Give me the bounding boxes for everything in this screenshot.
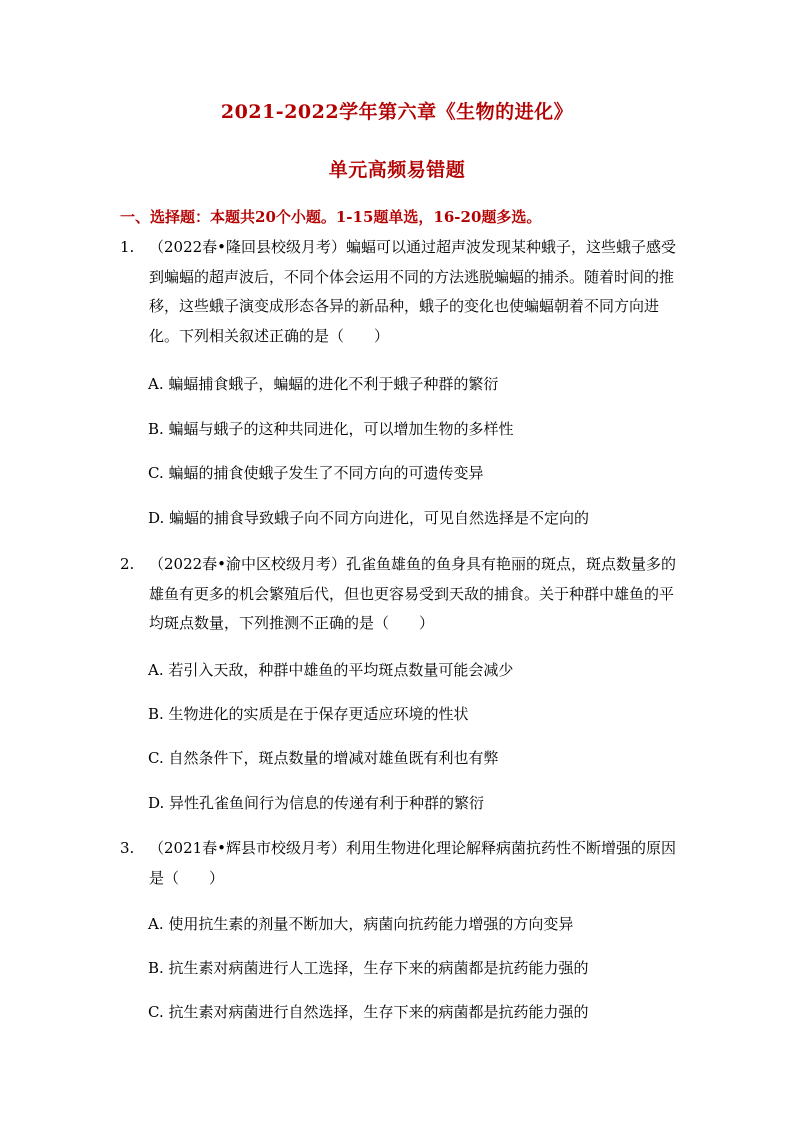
question-number: 3. — [120, 839, 135, 857]
option-a: A. 使用抗生素的剂量不断加大，病菌向抗药能力增强的方向变异 — [148, 915, 574, 933]
section-heading: 一、选择题：本题共20个小题。1-15题单选，16-20题多选。 — [120, 208, 542, 226]
option-c: C. 抗生素对病菌进行自然选择，生存下来的病菌都是抗药能力强的 — [148, 1003, 589, 1021]
question-1 — [120, 233, 680, 351]
question-3 — [120, 834, 680, 893]
option-d: D. 异性孔雀鱼间行为信息的传递有利于种群的繁衍 — [148, 794, 485, 812]
option-a: A. 蝙蝠捕食蛾子，蝙蝠的进化不利于蛾子种群的繁衍 — [148, 375, 499, 393]
question-number: 1. — [120, 238, 135, 256]
option-c: C. 蝙蝠的捕食使蛾子发生了不同方向的可遗传变异 — [148, 464, 484, 482]
option-b: B. 生物进化的实质是在于保存更适应环境的性状 — [148, 705, 469, 723]
option-b: B. 抗生素对病菌进行人工选择，生存下来的病菌都是抗药能力强的 — [148, 959, 589, 977]
question-stem: （2022春•渝中区校级月考）孔雀鱼雄鱼的鱼身具有艳丽的斑点，斑点数量多的雄鱼有更多的机会繁殖后代，但也更容易受到天敌的捕食。关于种群中雄鱼的平均斑点数量，下列推测不正确的是（ ） — [149, 555, 677, 632]
question-number: 2. — [120, 555, 135, 573]
question-2 — [120, 550, 680, 639]
question-stem: （2021春•辉县市校级月考）利用生物进化理论解释病菌抗药性不断增强的原因是（ ） — [149, 839, 677, 887]
question-stem: （2022春•隆回县校级月考）蝙蝠可以通过超声波发现某种蛾子，这些蛾子感受到蝙蝠的超声波后，不同个体会运用不同的方法逃脱蝙蝠的捕杀。随着时间的推移，这些蛾子演变成形态各异的新品种，蛾子的变化也使蝙蝠朝着不同方向进化。下列相关叙述正确的是（ ） — [149, 238, 677, 345]
option-b: B. 蝙蝠与蛾子的这种共同进化，可以增加生物的多样性 — [148, 420, 514, 438]
option-d: D. 蝙蝠的捕食导致蛾子向不同方向进化，可见自然选择是不定向的 — [148, 509, 590, 527]
document-title: 2021-2022学年第六章《生物的进化》 — [220, 101, 574, 123]
document-subtitle: 单元高频易错题 — [328, 159, 466, 181]
option-a: A. 若引入天敌，种群中雄鱼的平均斑点数量可能会减少 — [148, 661, 514, 679]
option-c: C. 自然条件下，斑点数量的增减对雄鱼既有利也有弊 — [148, 749, 499, 767]
